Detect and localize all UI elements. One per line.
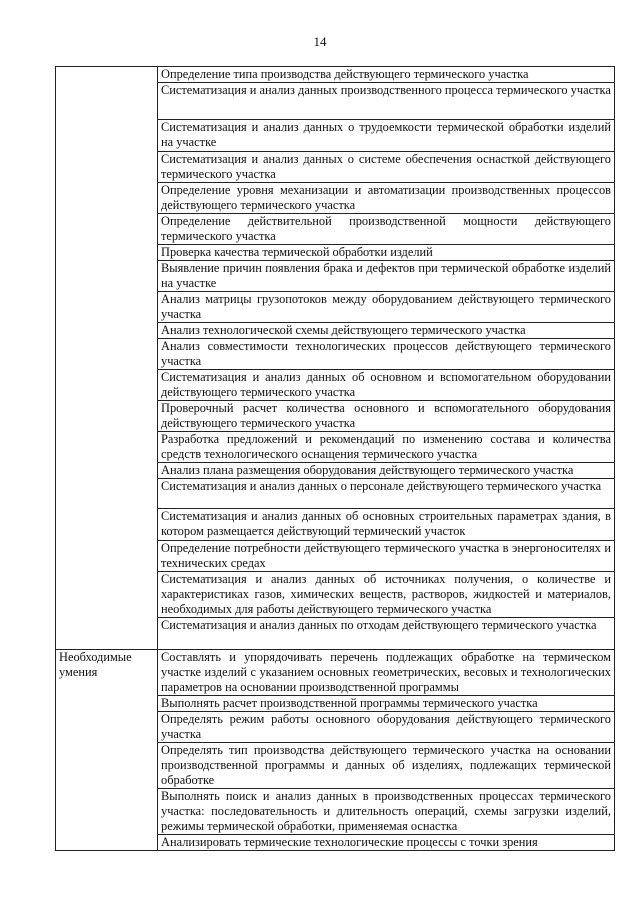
- skill-item: Составлять и упорядочивать перечень подлежащих обработке на термическом участке изделий с указанием основных геометрических, весовых и технологических параметров на основании производственной программы: [158, 650, 615, 696]
- knowledge-item: Проверка качества термической обработки изделий: [158, 245, 615, 261]
- knowledge-item: Анализ технологической схемы действующего термического участка: [158, 323, 615, 339]
- knowledge-item: Определение типа производства действующего термического участка: [158, 67, 615, 83]
- knowledge-item: Систематизация и анализ данных о трудоемкости термической обработки изделий на участке: [158, 120, 615, 152]
- competency-table: [55, 66, 615, 851]
- knowledge-item: Определение действительной производственной мощности действующего термического участка: [158, 214, 615, 245]
- knowledge-item: Определение потребности действующего термического участка в энергоносителях и технических средах: [158, 541, 615, 572]
- knowledge-item: Систематизация и анализ данных производственного процесса термического участка: [158, 83, 615, 120]
- table-row: [56, 650, 615, 696]
- skill-item: Выполнять поиск и анализ данных в производственных процессах термического участка: последовательность и длительность операций, схемы загрузки изделий, режимы термической обработки, применяемая оснастка: [158, 789, 615, 835]
- skills-label-cell: Необходимые умения: [56, 650, 158, 851]
- knowledge-item: Анализ матрицы грузопотоков между оборудованием действующего термического участка: [158, 292, 615, 323]
- knowledge-item: Определение уровня механизации и автоматизации производственных процессов действующего термического участка: [158, 183, 615, 214]
- knowledge-item: Систематизация и анализ данных о системе обеспечения оснасткой действующего термического участка: [158, 152, 615, 183]
- knowledge-item: Систематизация и анализ данных об основных строительных параметрах здания, в котором размещается действующий термический участок: [158, 509, 615, 541]
- knowledge-item: Анализ совместимости технологических процессов действующего термического участка: [158, 339, 615, 370]
- knowledge-label-cell: [56, 67, 158, 650]
- knowledge-item: Систематизация и анализ данных об основном и вспомогательном оборудовании действующего термического участка: [158, 370, 615, 401]
- knowledge-item: Проверочный расчет количества основного и вспомогательного оборудования действующего термического участка: [158, 401, 615, 432]
- skill-item: Определять тип производства действующего термического участка на основании производственной программы и данных об изделиях, подлежащих термической обработке: [158, 743, 615, 789]
- knowledge-item: Систематизация и анализ данных по отходам действующего термического участка: [158, 618, 615, 650]
- skill-item: Определять режим работы основного оборудования действующего термического участка: [158, 712, 615, 743]
- knowledge-item: Анализ плана размещения оборудования действующего термического участка: [158, 463, 615, 479]
- table-row: [56, 67, 615, 83]
- page-number: 14: [313, 34, 327, 49]
- knowledge-item: Разработка предложений и рекомендаций по изменению состава и количества средств технологического оснащения термического участка: [158, 432, 615, 463]
- knowledge-item: Систематизация и анализ данных о персонале действующего термического участка: [158, 479, 615, 509]
- skill-item: Анализировать термические технологические процессы с точки зрения: [158, 835, 615, 851]
- knowledge-item: Выявление причин появления брака и дефектов при термической обработке изделий на участке: [158, 261, 615, 292]
- skill-item: Выполнять расчет производственной программы термического участка: [158, 696, 615, 712]
- knowledge-item: Систематизация и анализ данных об источниках получения, о количестве и характеристиках газов, химических веществ, растворов, жидкостей и материалов, необходимых для работы действующего термического участка: [158, 572, 615, 618]
